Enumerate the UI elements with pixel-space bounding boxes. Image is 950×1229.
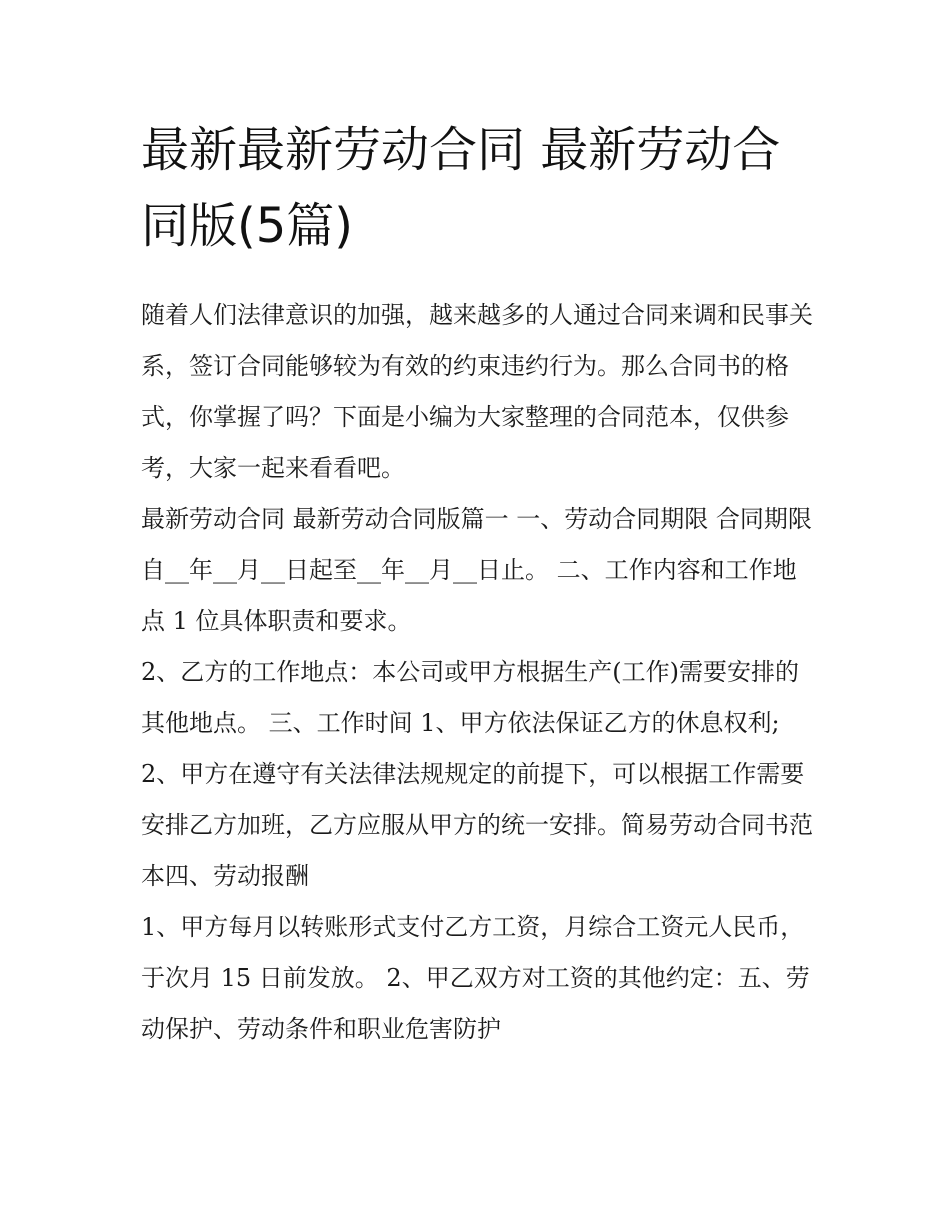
salary-paragraph: 1、甲方每月以转账形式支付乙方工资，月综合工资元人民币，于次月 15 日前发放。 2、甲乙双方对工资的其他约定：五、劳动保护、劳动条件和职业危害防护 — [141, 913, 810, 1043]
contract-term-paragraph: 最新劳动合同 最新劳动合同版篇一 一、劳动合同期限 合同期限自__年__月__日起至__年__月__日止。 二、工作内容和工作地点 1 位具体职责和要求。 — [141, 505, 812, 635]
intro-paragraph: 随着人们法律意识的加强，越来越多的人通过合同来调和民事关系，签订合同能够较为有效的约束违约行为。那么合同书的格式，你掌握了吗？下面是小编为大家整理的合同范本，仅供参考，大家一起来看看吧。 — [141, 301, 813, 482]
document-body — [141, 112, 813, 1055]
work-location-paragraph: 2、乙方的工作地点：本公司或甲方根据生产(工作)需要安排的其他地点。 三、工作时间 1、甲方依法保证乙方的休息权利; — [141, 658, 799, 737]
document-title: 最新最新劳动合同 最新劳动合同版(5篇) — [141, 122, 781, 254]
overtime-paragraph: 2、甲方在遵守有关法律法规规定的前提下，可以根据工作需要安排乙方加班，乙方应服从甲方的统一安排。简易劳动合同书范本四、劳动报酬 — [141, 760, 813, 890]
